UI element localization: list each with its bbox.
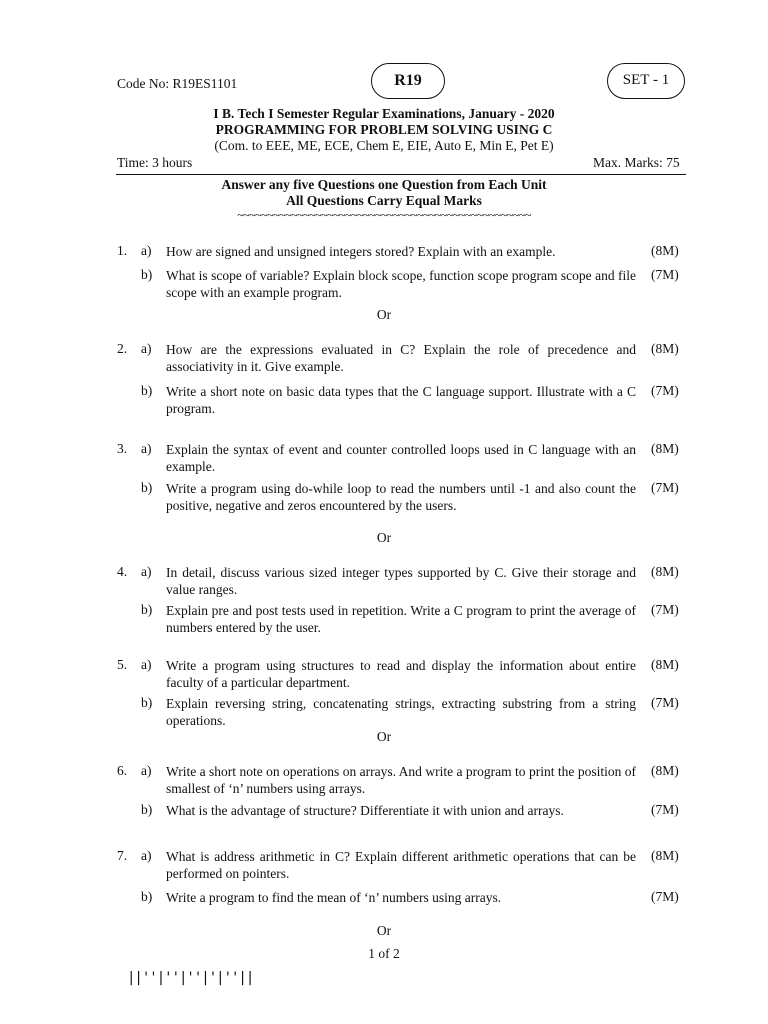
part-label: a) [141,441,152,456]
set-badge: SET - 1 [607,63,685,99]
question-text: What is scope of variable? Explain block scope, function scope program scope and file scope with an example program. [166,268,636,300]
or-separator: Or [376,530,392,545]
question-text: How are signed and unsigned integers stored? Explain with an example. [166,244,556,259]
question-number: 7. [117,848,128,863]
question-text: How are the expressions evaluated in C? Explain the role of precedence and associativity in it. Give example. [166,342,636,374]
subject-title: PROGRAMMING FOR PROBLEM SOLVING USING C [215,122,553,137]
part-label: a) [141,564,152,579]
question-text: What is the advantage of structure? Differentiate it with union and arrays. [166,803,564,818]
or-separator: Or [376,923,392,938]
part-label: a) [141,848,152,863]
or-separator: Or [376,729,392,744]
max-marks-label: Max. Marks: 75 [593,155,680,170]
question-text: What is address arithmetic in C? Explain different arithmetic operations that can be performed on pointers. [166,849,636,881]
marks-label: (7M) [651,480,679,495]
instruction-line-2: All Questions Carry Equal Marks [286,193,482,208]
question-number: 5. [117,657,128,672]
question-text: Write a short note on operations on arrays. And write a program to print the position of smallest of ‘n’ numbers using arrays. [166,764,636,796]
instruction-line-1: Answer any five Questions one Question from Each Unit [221,177,547,192]
question-number: 3. [117,441,128,456]
question-text: Explain reversing string, concatenating strings, extracting substring from a string operations. [166,696,636,728]
question-text: In detail, discuss various sized integer types supported by C. Give their storage and value ranges. [166,565,636,597]
part-label: b) [141,602,153,617]
marks-label: (8M) [651,564,679,579]
part-label: b) [141,695,153,710]
header-divider [116,174,686,175]
marks-label: (8M) [651,341,679,356]
question-number: 1. [117,243,128,258]
question-number: 6. [117,763,128,778]
time-label: Time: 3 hours [117,155,193,170]
code-number: Code No: R19ES1101 [117,76,238,91]
marks-label: (7M) [651,889,679,904]
branches-line: (Com. to EEE, ME, ECE, Chem E, EIE, Auto E, Min E, Pet E) [214,138,554,153]
question-text: Explain the syntax of event and counter controlled loops used in C language with an example. [166,442,636,474]
barcode-mark: ||''|''|''|'|''|| [127,970,254,986]
part-label: b) [141,383,153,398]
marks-label: (7M) [651,383,679,398]
question-number: 4. [117,564,128,579]
or-separator: Or [376,307,392,322]
part-label: b) [141,267,153,282]
marks-label: (8M) [651,441,679,456]
marks-label: (7M) [651,802,679,817]
marks-label: (7M) [651,602,679,617]
page-number: 1 of 2 [368,946,400,961]
part-label: b) [141,480,153,495]
part-label: a) [141,243,152,258]
marks-label: (8M) [651,243,679,258]
question-text: Write a program to find the mean of ‘n’ numbers using arrays. [166,890,502,905]
tilde-separator: ~~~~~~~~~~~~~~~~~~~~~~~~~~~~~~~~~~~~~~~~~~~~~~~~~ [237,208,531,222]
exam-title: I B. Tech I Semester Regular Examinations, January - 2020 [213,106,555,121]
marks-label: (8M) [651,848,679,863]
question-text: Explain pre and post tests used in repetition. Write a C program to print the average of numbers entered by the user. [166,603,636,635]
regulation-badge: R19 [371,63,445,99]
part-label: a) [141,763,152,778]
question-text: Write a program using structures to read and display the information about entire faculty of a particular department. [166,658,636,690]
part-label: b) [141,889,153,904]
question-text: Write a program using do-while loop to read the numbers until -1 and also count the positive, negative and zeros encountered by the users. [166,481,636,513]
marks-label: (7M) [651,695,679,710]
marks-label: (8M) [651,657,679,672]
part-label: b) [141,802,153,817]
part-label: a) [141,657,152,672]
part-label: a) [141,341,152,356]
question-text: Write a short note on basic data types that the C language support. Illustrate with a C program. [166,384,636,416]
marks-label: (8M) [651,763,679,778]
question-number: 2. [117,341,128,356]
marks-label: (7M) [651,267,679,282]
